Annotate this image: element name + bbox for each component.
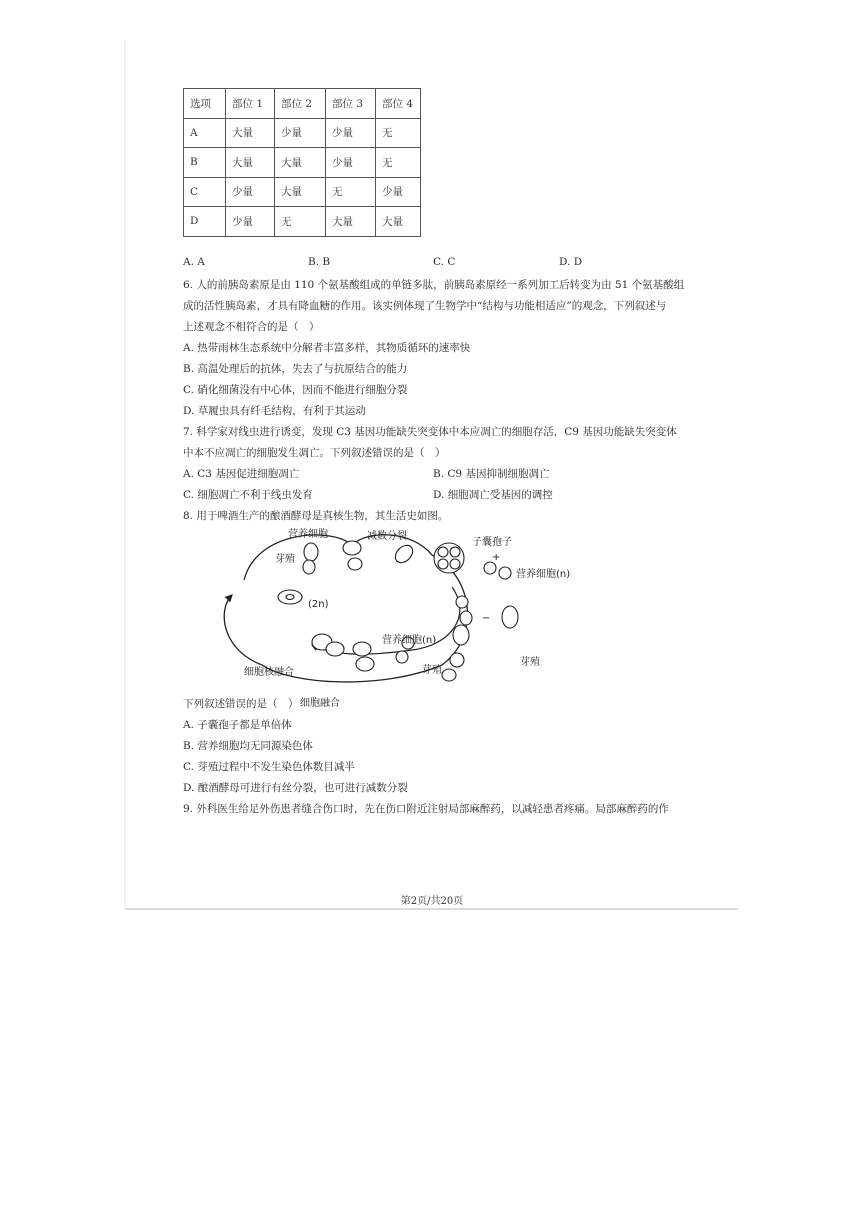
table-cell: C — [184, 177, 226, 207]
vegetative-cell-n — [484, 562, 496, 574]
label-karyogamy: 细胞核融合 — [244, 667, 294, 678]
vegetative-cell-n — [499, 567, 511, 579]
q5-choice-c[interactable]: C. C — [433, 256, 456, 268]
q6-choice-b[interactable]: B. 高温处理后的抗体，失去了与抗原结合的能力 — [183, 363, 408, 375]
q8-choice-a[interactable]: A. 子囊孢子都是单倍体 — [183, 719, 292, 731]
table-cell: 无 — [376, 148, 421, 178]
vegetative-cell — [343, 541, 361, 555]
options-table — [183, 88, 421, 237]
table-header-cell: 部位 3 — [326, 89, 376, 119]
q7-choice-c[interactable]: C. 细胞凋亡不利于线虫发育 — [183, 489, 313, 501]
q8-stem: 8. 用于啤酒生产的酿酒酵母是真核生物，其生活史如图。 — [183, 510, 449, 522]
label-cell-fusion: 细胞融合 — [300, 698, 340, 709]
ascospore — [438, 559, 448, 569]
q7-choice-d[interactable]: D. 细胞凋亡受基因的调控 — [433, 489, 553, 501]
q8-choice-c[interactable]: C. 芽殖过程中不发生染色体数目减半 — [183, 761, 355, 773]
q5-choice-b[interactable]: B. B — [308, 256, 331, 268]
table-header-cell: 部位 2 — [275, 89, 326, 119]
label-ascospore: 子囊孢子 — [472, 537, 512, 548]
table-header-cell: 部位 4 — [376, 89, 421, 119]
vegetative-cell-n — [456, 596, 468, 608]
table-cell: 无 — [275, 207, 326, 237]
vegetative-cell — [442, 669, 456, 681]
page-footer: 第2页/共20页 — [400, 896, 464, 907]
table-cell: B — [184, 148, 226, 178]
table-cell: 少量 — [226, 207, 275, 237]
table-cell: 大量 — [226, 118, 275, 148]
q6-stem-line: 成的活性胰岛素，才具有降血糖的作用。该实例体现了生物学中“结构与功能相适应”的观念，下列叙述与 — [183, 300, 667, 312]
label-budding-right: 芽殖 — [520, 657, 540, 668]
q6-stem-line: 6. 人的前胰岛素原是由 110 个氨基酸组成的单链多肽，前胰岛素原经一系列加工后转变为由 51 个氨基酸组 — [183, 279, 685, 291]
table-header-cell: 部位 1 — [226, 89, 275, 119]
q7-stem-line: 7. 科学家对线虫进行诱变，发现 C3 基因功能缺失突变体中本应凋亡的细胞存活，C9 基因功能缺失突变体 — [183, 426, 677, 438]
vegetative-cell — [450, 653, 464, 667]
ascospore — [450, 547, 460, 557]
vegetative-cell — [304, 543, 318, 561]
q7-choice-b[interactable]: B. C9 基因抑制细胞凋亡 — [433, 468, 550, 480]
table-cell: 少量 — [326, 148, 376, 178]
q7-choice-a[interactable]: A. C3 基因促进细胞凋亡 — [183, 468, 300, 480]
ascus — [434, 543, 464, 573]
q8-question: 下列叙述错误的是（ ） — [183, 698, 299, 710]
label-vegetative-cell-n-inner: 营养细胞(n) — [382, 635, 437, 646]
table-row — [184, 148, 421, 178]
vegetative-cell — [348, 558, 362, 570]
table-cell: 少量 — [326, 118, 376, 148]
label-diploid: (2n) — [308, 599, 329, 610]
label-plus: + — [492, 552, 501, 563]
table-header-cell: 选项 — [184, 89, 226, 119]
ascospore — [450, 559, 460, 569]
table-cell: A — [184, 118, 226, 148]
q6-choice-a[interactable]: A. 热带雨林生态系统中分解者丰富多样，其物质循环的速率快 — [183, 342, 471, 354]
document-page — [126, 40, 738, 910]
label-vegetative-cell-n: 营养细胞(n) — [516, 569, 571, 580]
fusing-cell — [353, 642, 371, 656]
table-cell: 大量 — [226, 148, 275, 178]
table-cell: 少量 — [376, 177, 421, 207]
karyogamy-cell — [326, 642, 344, 656]
diploid-nucleus — [286, 595, 294, 600]
q8-choice-d[interactable]: D. 酿酒酵母可进行有丝分裂，也可进行减数分裂 — [183, 782, 408, 794]
vegetative-cell — [303, 560, 315, 574]
table-cell: 少量 — [226, 177, 275, 207]
vegetative-cell — [396, 651, 408, 663]
label-vegetative-cell: 营养细胞 — [288, 529, 328, 540]
q5-choice-d[interactable]: D. D — [559, 256, 583, 268]
table-row — [184, 118, 421, 148]
q8-choice-b[interactable]: B. 营养细胞均无同源染色体 — [183, 740, 313, 752]
table-cell: 大量 — [376, 207, 421, 237]
q9-stem: 9. 外科医生给足外伤患者缝合伤口时，先在伤口附近注射局部麻醉药，以减轻患者疼痛。局部麻醉药的作 — [183, 803, 669, 815]
table-cell: 大量 — [275, 177, 326, 207]
table-row — [184, 177, 421, 207]
table-header-row — [184, 89, 421, 119]
q6-choice-c[interactable]: C. 硝化细菌没有中心体，因而不能进行细胞分裂 — [183, 384, 408, 396]
ascospore — [438, 547, 448, 557]
q7-stem-line: 中本不应凋亡的细胞发生凋亡。下列叙述错误的是（ ） — [183, 447, 446, 459]
budding-cell — [453, 625, 469, 645]
table-cell: D — [184, 207, 226, 237]
table-cell: 无 — [326, 177, 376, 207]
q6-choice-d[interactable]: D. 草履虫具有纤毛结构，有利于其运动 — [183, 405, 366, 417]
label-minus: − — [482, 613, 491, 624]
fusing-cell — [356, 657, 374, 671]
table-cell: 无 — [376, 118, 421, 148]
table-cell: 少量 — [275, 118, 326, 148]
budding-cell — [502, 606, 518, 628]
q5-choice-a[interactable]: A. A — [183, 256, 205, 268]
label-meiosis: 减数分裂 — [367, 531, 407, 542]
table-row — [184, 207, 421, 237]
meiosis-cell — [392, 542, 416, 566]
vegetative-cell-n — [460, 611, 472, 625]
q6-stem-line: 上述观念不相符合的是（ ） — [183, 321, 320, 333]
table-cell: 大量 — [326, 207, 376, 237]
label-budding: 芽殖 — [275, 554, 295, 565]
cycle-outer-arrow — [224, 535, 467, 682]
table-cell: 大量 — [275, 148, 326, 178]
label-budding-inner: 芽殖 — [422, 665, 442, 676]
